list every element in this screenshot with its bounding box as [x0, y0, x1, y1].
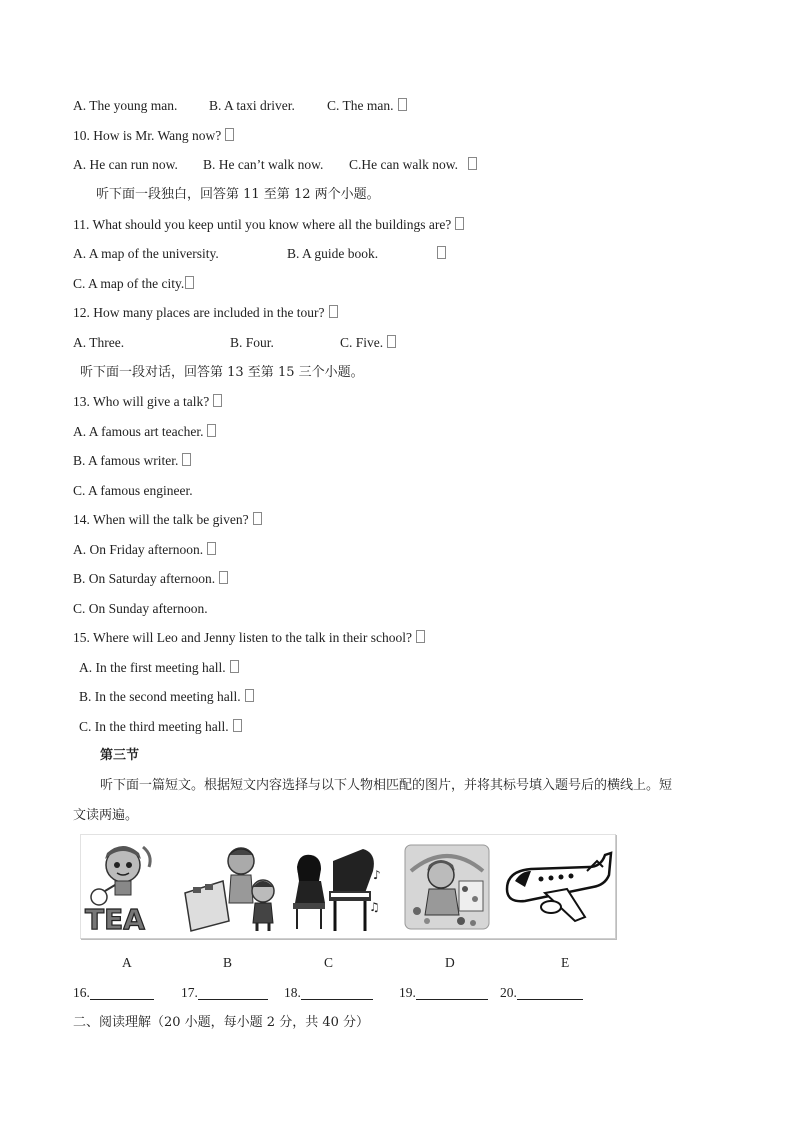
placeholder-box-icon [416, 630, 425, 643]
q9-option-a: A. The young man. [73, 98, 178, 113]
q13-question: 13. Who will give a talk? [73, 393, 222, 411]
q9-option-c: C. The man. [327, 97, 407, 115]
picture-panel [80, 834, 616, 939]
picture-letter-b: B [223, 955, 233, 970]
q14-option-a: A. On Friday afternoon. [73, 541, 216, 559]
q12-question: 12. How many places are included in the tour? [73, 304, 338, 322]
section3-heading: 第三节 [100, 748, 140, 763]
placeholder-box-icon [253, 512, 262, 525]
placeholder-box-icon [398, 98, 407, 111]
q11-question: 11. What should you keep until you know where all the buildings are? [73, 216, 464, 234]
q10-option-c: C.He can walk now. [349, 156, 477, 174]
placeholder-box-icon [245, 689, 254, 702]
picture-letter-d: D [445, 955, 455, 970]
answer-blank-19[interactable]: 19. [399, 985, 488, 1001]
placeholder-box-icon [230, 660, 239, 673]
section3-instruction-line1: 听下面一篇短文。根据短文内容选择与以下人物相匹配的图片，并将其标号填入题号后的横线上。短 [100, 778, 673, 793]
svg-text:♫: ♫ [369, 900, 380, 914]
placeholder-box-icon [329, 305, 338, 318]
placeholder-box-icon [207, 542, 216, 555]
q11-option-c: C. A map of the city. [73, 275, 194, 293]
answer-blank-18[interactable]: 18. [284, 985, 373, 1001]
q13-option-b: B. A famous writer. [73, 452, 191, 470]
placeholder-box-icon [207, 424, 216, 437]
answer-blank-16[interactable]: 16. [73, 985, 154, 1001]
q10-question: 10. How is Mr. Wang now? [73, 127, 234, 145]
q14-option-b: B. On Saturday afternoon. [73, 570, 228, 588]
answer-blank-17[interactable]: 17. [181, 985, 268, 1001]
q15-option-b: B. In the second meeting hall. [79, 688, 254, 706]
svg-text:♪: ♪ [373, 868, 381, 882]
q15-question: 15. Where will Leo and Jenny listen to the talk in their school? [73, 629, 425, 647]
section3-instruction-line2: 文读两遍。 [73, 808, 139, 823]
placeholder-box-icon [233, 719, 242, 732]
q9-option-b: B. A taxi driver. [209, 98, 295, 113]
placeholder-box-icon [213, 394, 222, 407]
q15-option-c: C. In the third meeting hall. [79, 718, 242, 736]
picture-letter-c: C [324, 955, 334, 970]
q13-option-c: C. A famous engineer. [73, 483, 193, 498]
part2-heading: 二、阅读理解（20 小题，每小题 2 分，共 40 分） [73, 1015, 370, 1030]
placeholder-box-icon [387, 335, 396, 348]
q11-option-b: B. A guide book. [287, 246, 379, 261]
tennis-girl-icon [83, 841, 171, 933]
q10-option-b: B. He can’t walk now. [203, 157, 324, 172]
painting-girl-icon [401, 841, 493, 933]
q14-option-c: C. On Sunday afternoon. [73, 601, 208, 616]
instruction-13-15: 听下面一段对话，回答第 13 至第 15 三个小题。 [80, 365, 364, 380]
placeholder-box-icon [437, 246, 446, 259]
svg-text:TEA: TEA [85, 903, 145, 933]
airplane-icon [501, 841, 613, 933]
q10-option-a: A. He can run now. [73, 157, 178, 172]
placeholder-box-icon [219, 571, 228, 584]
answer-blank-20[interactable]: 20. [500, 985, 583, 1001]
placeholder-box-icon [468, 157, 477, 170]
q12-option-c: C. Five. [340, 334, 396, 352]
q14-question: 14. When will the talk be given? [73, 511, 262, 529]
q12-option-a: A. Three. [73, 335, 125, 350]
placeholder-box-icon [455, 217, 464, 230]
q15-option-a: A. In the first meeting hall. [79, 659, 239, 677]
picture-letter-e: E [561, 955, 570, 970]
placeholder-box-icon [185, 276, 194, 289]
cooking-kids-icon [183, 841, 287, 933]
instruction-11-12: 听下面一段独白，回答第 11 至第 12 两个小题。 [96, 187, 380, 202]
q11-option-a: A. A map of the university. [73, 246, 219, 261]
q13-option-a: A. A famous art teacher. [73, 423, 216, 441]
piano-player-icon [285, 841, 385, 933]
placeholder-box-icon [225, 128, 234, 141]
picture-letter-a: A [122, 955, 132, 970]
placeholder-box-icon [182, 453, 191, 466]
q12-option-b: B. Four. [230, 335, 274, 350]
